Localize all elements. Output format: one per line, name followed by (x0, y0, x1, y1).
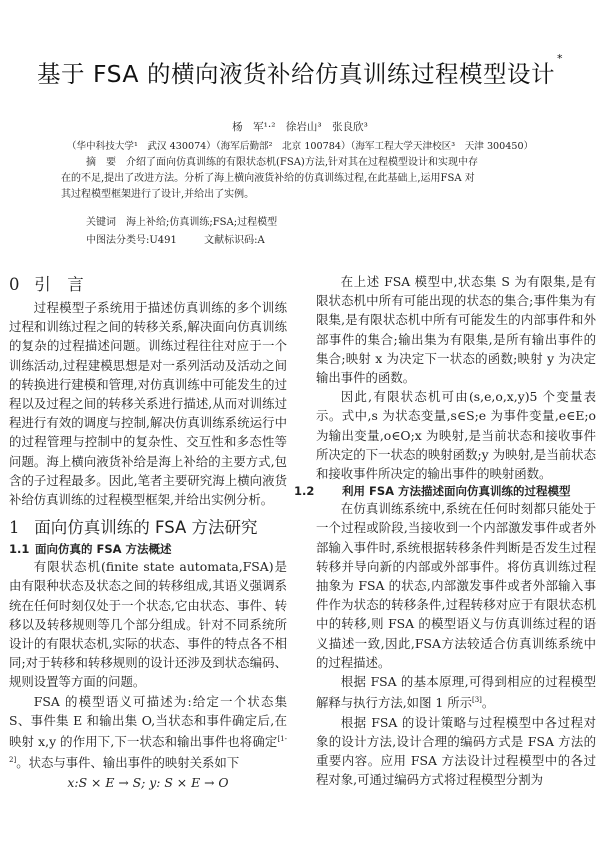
formula: x:S × E → S; y: S × E → O (67, 774, 229, 790)
document-code: 文献标识码:A (204, 235, 265, 246)
left-column (9, 272, 287, 792)
paragraph: 根据 FSA 的基本原理,可得到相应的过程模型解释与执行方法,如图 1 所示[3]。 (316, 674, 596, 711)
authors: 杨 军¹·² 徐岩山³ 张良欣³ (232, 121, 368, 133)
abstract-line: 其过程模型框架进行了设计,并给出了实例。 (61, 189, 255, 201)
title-footnote-mark: * (556, 52, 563, 65)
subsection-heading-1-1: 1.1 面向仿真的 FSA 方法概述 (9, 542, 172, 557)
subsection-heading-1-2: 1.2 利用 FSA 方法描述面向仿真训练的过程模型 (294, 484, 571, 499)
abstract-line: 摘 要 介绍了面向仿真训练的有限状态机(FSA)方法,针对其在过程模型设计和实现中存 (86, 157, 478, 168)
paragraph: 在仿真训练系统中,系统在任何时刻都只能处于一个过程或阶段,当接收到一个内部激发事件或者外部输入事件时,系统根据转移条件判断是否发生过程转移并导向新的内部或外部事件。将仿真训练过程抽象为 FSA 的状态,内部激发事件或者外部输入事件作为状态的转移条件,过程转移对应于有限状态机中的转移,则 FSA 的模型语义与仿真训练过程的语义描述一致,因此,FSA方法较适合仿真训练系统中的过程描述。 (316, 501, 596, 670)
abstract-line: 在的不足,提出了改进方法。分析了海上横向液货补给的仿真训练过程,在此基础上,运用FSA 对 (61, 173, 475, 185)
citation: [3] (472, 696, 482, 705)
abstract (61, 155, 543, 204)
paragraph: 有限状态机(finite state automata,FSA)是由有限种状态及状态之间的转移组成,其语义强调系统在任何时刻仅处于一个状态,它由状态、事件、转移以及转移规则等几个部分组成。针对不同系统所设计的有限状态机,实际的状态、事件的特点各不相同;对于转移和转移规则的设计还涉及到状态编码、规则设置等方面的问题。 (9, 559, 287, 690)
section-heading-1: 1 面向仿真训练的 FSA 方法研究 (9, 518, 258, 538)
right-column (294, 272, 596, 847)
paragraph: 过程模型子系统用于描述仿真训练的多个训练过程和训练过程之间的转移关系,解决面向仿真训练的复杂的过程描述问题。训练过程往往对应于一个训练活动,过程建模思想是对一系列活动及活动之间的转换进行建模和管理,对仿真训练中可能发生的过程以及过程之间的转移关系进行描述,从而对训练过程进行有效的调度与控制,解决仿真训练系统运行中的过程管理与控制中的复杂性、交互性和多态性等问题。海上横向液货补给是海上补给的主要方式,包含的子过程最多。因此,笔者主要研究海上横向液货补给仿真训练的过程模型框架,并给出实例分析。 (9, 300, 287, 508)
keywords: 关键词 海上补给;仿真训练;FSA;过程模型 (86, 217, 278, 228)
paragraph: 根据 FSA 的设计策略与过程模型中各过程对象的设计方法,设计合理的编码方式是 FSA 方法的重要内容。应用 FSA 方法设计过程模型中的各过程对象,可通过编码方式将过程模型分割为 (316, 714, 596, 788)
paragraph: FSA 的模型语义可描述为:给定一个状态集 S、事件集 E 和输出集 O,当状态和事件确定后,在映射 x,y 的作用下,下一状态和输出事件也将确定[1-2]。状态与事件、输出事件的映射关系如下 (9, 693, 287, 771)
classification-line (86, 231, 289, 246)
paper-title: 基于 FSA 的横向液货补给仿真训练过程模型设计* (37, 52, 563, 88)
clc-number: 中图法分类号:U491 (86, 235, 177, 246)
affiliations: （华中科技大学¹ 武汉 430074）（海军后勤部² 北京 100784）（海军工程大学天津校区³ 天津 300450） (66, 141, 534, 152)
paragraph: 在上述 FSA 模型中,状态集 S 为有限集,是有限状态机中所有可能出现的状态的集合;事件集为有限集,是有限状态机中所有可能发生的内部事件和外部事件的集合;输出集为有限集,是所有输出事件的集合;映射 x 为决定下一状态的函数;映射 y 为决定输出事件的函数。 (316, 274, 596, 386)
section-heading-intro: 0 引 言 (9, 275, 84, 294)
paragraph: 因此,有限状态机可由(s,e,o,x,y)5 个变量表示。式中,s 为状态变量,s∈S;e 为事件变量,e∈E;o 为输出变量,o∈O;x 为映射,是当前状态和接收事件所决定的下一状态的映射函数;y 为映射,是当前状态和接收事件所决定的输出事件的映射函数。 (316, 389, 596, 482)
citation: [1-2] (9, 735, 287, 765)
